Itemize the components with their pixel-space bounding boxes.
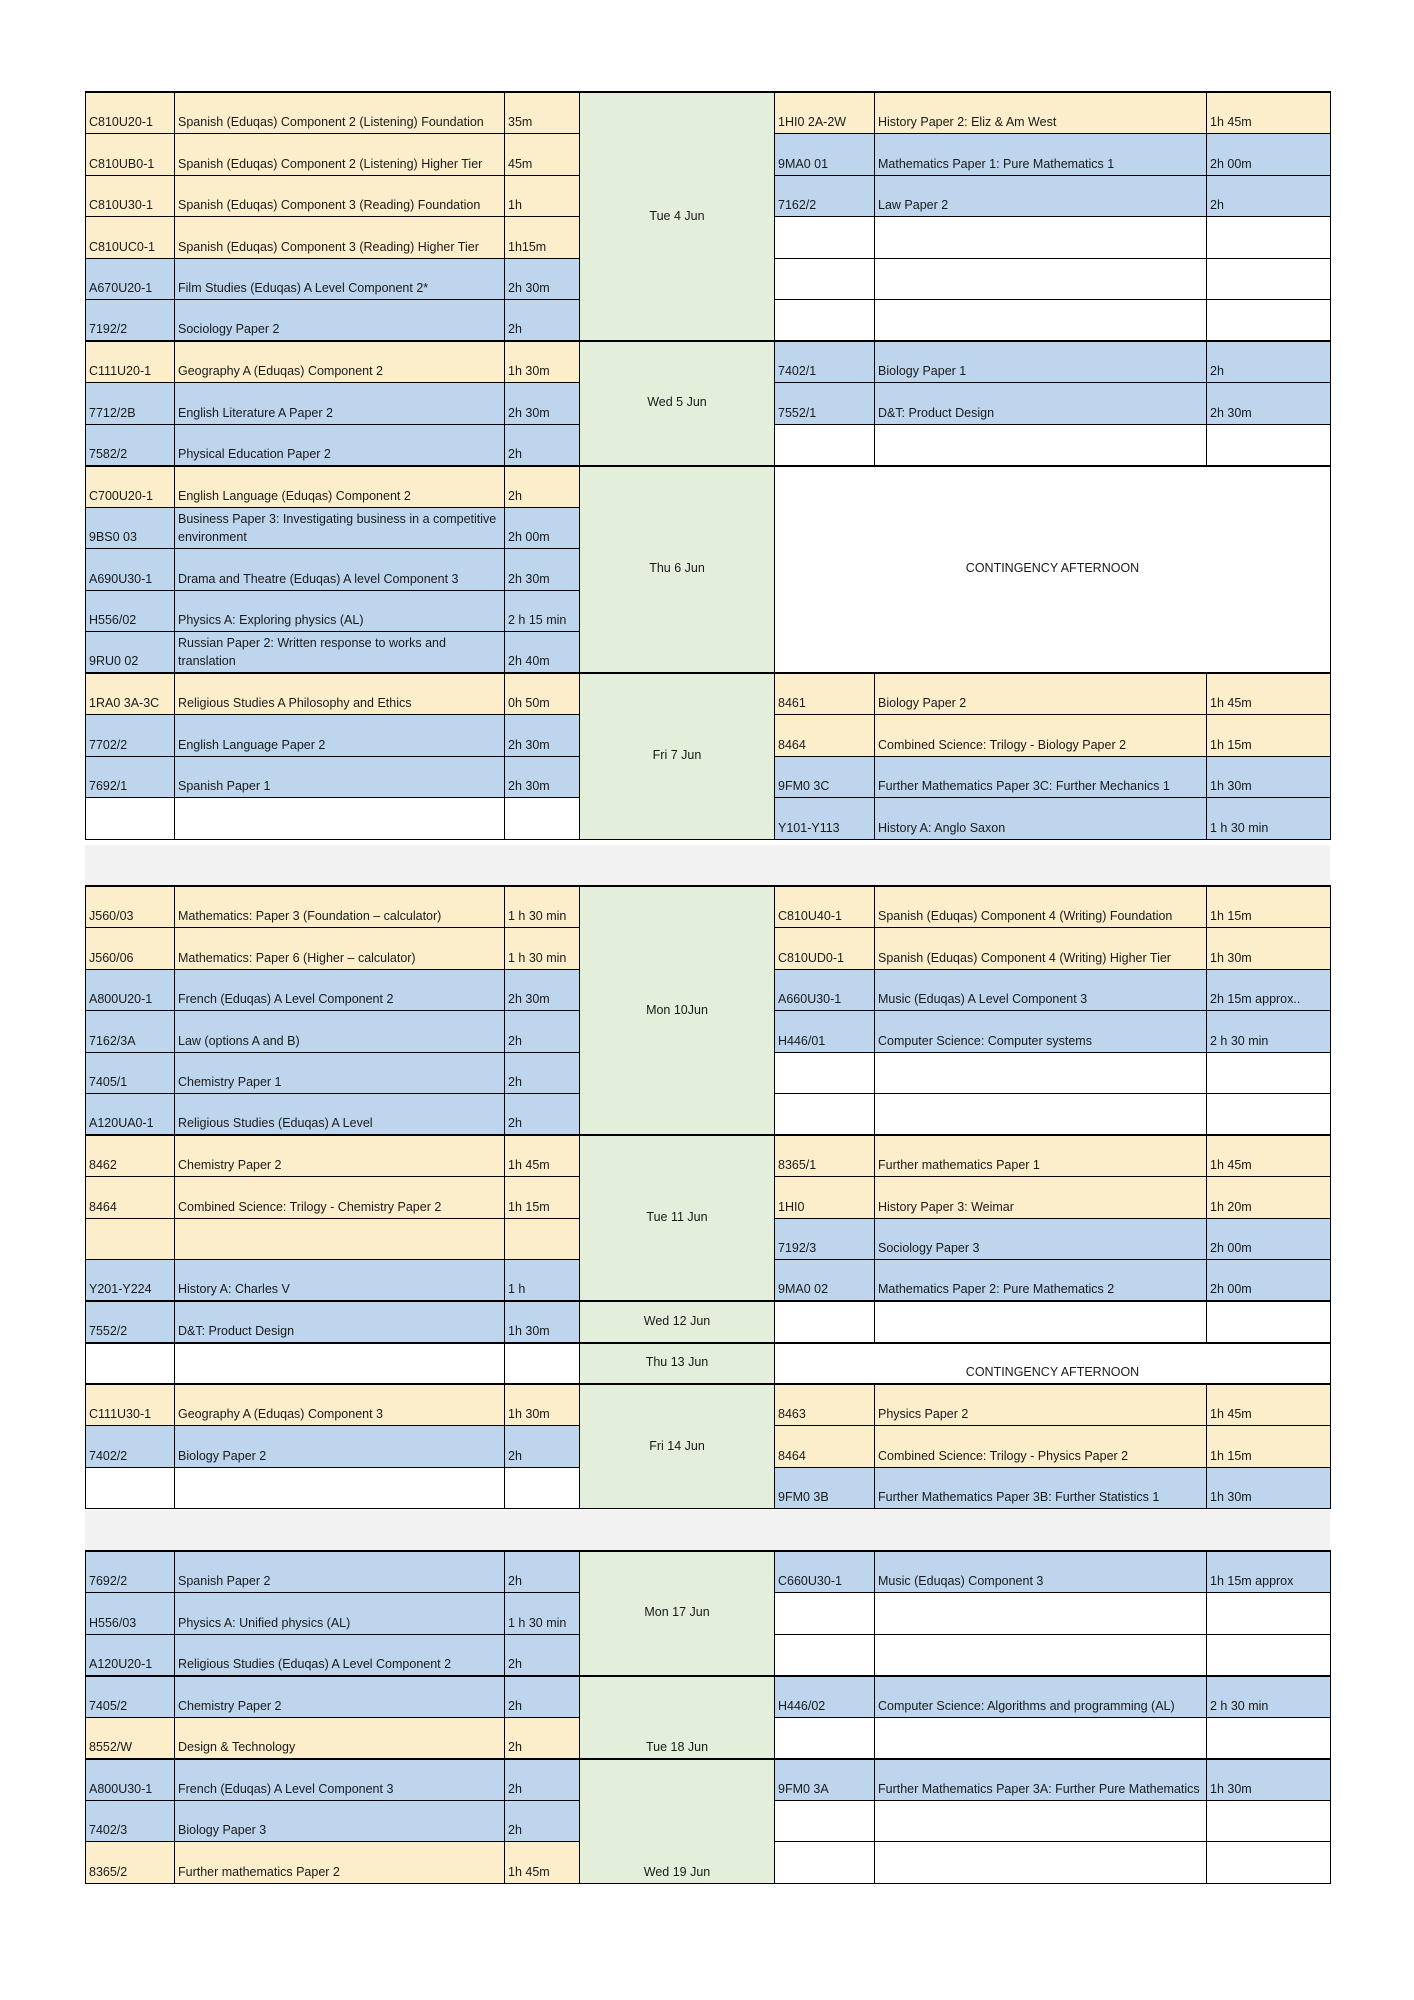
exam-subject: Spanish (Eduqas) Component 4 (Writing) Foundation: [875, 886, 1207, 928]
exam-code: A670U20-1: [86, 258, 175, 300]
exam-code: 9MA0 02: [775, 1260, 875, 1302]
exam-subject: Spanish Paper 2: [175, 1551, 505, 1593]
empty-cell: [775, 1052, 875, 1094]
day-label: Tue 4 Jun: [580, 92, 775, 341]
exam-subject: Further Mathematics Paper 3C: Further Mechanics 1: [875, 756, 1207, 798]
table-row: [86, 1301, 1331, 1343]
exam-duration: 2 h 30 min: [1207, 1011, 1331, 1053]
exam-code: 8464: [86, 1177, 175, 1219]
exam-duration: 1 h 30 min: [505, 928, 580, 970]
empty-cell: [1207, 1301, 1331, 1343]
exam-subject: History Paper 3: Weimar: [875, 1177, 1207, 1219]
exam-subject: Mathematics Paper 1: Pure Mathematics 1: [875, 134, 1207, 176]
exam-code: 1RA0 3A-3C: [86, 673, 175, 715]
exam-code: 8464: [775, 715, 875, 757]
exam-duration: 1h 45m: [1207, 1384, 1331, 1426]
exam-duration: 2h 30m: [505, 258, 580, 300]
exam-subject: Sociology Paper 2: [175, 300, 505, 342]
empty-cell: [775, 1634, 875, 1676]
exam-subject: Mathematics: Paper 6 (Higher – calculator): [175, 928, 505, 970]
empty-cell: [875, 300, 1207, 342]
exam-subject: Music (Eduqas) Component 3: [875, 1551, 1207, 1593]
exam-code: C700U20-1: [86, 466, 175, 508]
exam-code: A660U30-1: [775, 969, 875, 1011]
exam-duration: 1h 15m: [1207, 886, 1331, 928]
exam-duration: 2h: [505, 300, 580, 342]
exam-duration: 2h 30m: [505, 549, 580, 591]
day-label: Mon 17 Jun: [580, 1551, 775, 1676]
empty-cell: [875, 217, 1207, 259]
empty-cell: [875, 1717, 1207, 1759]
exam-code: 9RU0 02: [86, 632, 175, 674]
empty-cell: [1207, 424, 1331, 466]
exam-code: C810U20-1: [86, 92, 175, 134]
exam-subject: Law Paper 2: [875, 175, 1207, 217]
exam-subject: Chemistry Paper 1: [175, 1052, 505, 1094]
table-row: [86, 1343, 1331, 1385]
exam-code: J560/03: [86, 886, 175, 928]
table-row: [86, 466, 1331, 508]
exam-code: 7702/2: [86, 715, 175, 757]
empty-cell: [775, 1301, 875, 1343]
empty-cell: [875, 1052, 1207, 1094]
empty-cell: [175, 1467, 505, 1509]
exam-code: C111U20-1: [86, 341, 175, 383]
exam-code: C810U30-1: [86, 175, 175, 217]
exam-code: Y101-Y113: [775, 798, 875, 840]
empty-cell: [775, 217, 875, 259]
empty-cell: [775, 300, 875, 342]
empty-cell: [875, 1842, 1207, 1884]
exam-duration: 1h 15m: [505, 1177, 580, 1219]
exam-code: 7692/2: [86, 1551, 175, 1593]
exam-duration: 2h 30m: [505, 756, 580, 798]
table-row: [86, 1551, 1331, 1593]
table-row: [86, 92, 1331, 134]
exam-duration: 2h: [1207, 341, 1331, 383]
empty-cell: [875, 258, 1207, 300]
exam-subject: Law (options A and B): [175, 1011, 505, 1053]
empty-cell: [775, 424, 875, 466]
empty-cell: [875, 1800, 1207, 1842]
exam-subject: French (Eduqas) A Level Component 3: [175, 1759, 505, 1801]
empty-cell: [775, 1717, 875, 1759]
exam-duration: 0h 50m: [505, 673, 580, 715]
exam-code: 8461: [775, 673, 875, 715]
exam-code: 9FM0 3A: [775, 1759, 875, 1801]
exam-subject: English Literature A Paper 2: [175, 383, 505, 425]
exam-code: H446/02: [775, 1676, 875, 1718]
exam-code: 7582/2: [86, 424, 175, 466]
exam-code: H556/03: [86, 1593, 175, 1635]
exam-subject: Spanish (Eduqas) Component 4 (Writing) Higher Tier: [875, 928, 1207, 970]
empty-cell: [505, 1467, 580, 1509]
empty-cell: [505, 798, 580, 840]
exam-code: 9FM0 3C: [775, 756, 875, 798]
empty-cell: [1207, 1593, 1331, 1635]
exam-subject: Russian Paper 2: Written response to works and translation: [175, 632, 505, 674]
exam-subject: D&T: Product Design: [175, 1301, 505, 1343]
exam-duration: 45m: [505, 134, 580, 176]
exam-subject: Spanish (Eduqas) Component 2 (Listening) Foundation: [175, 92, 505, 134]
exam-duration: 1 h 30 min: [505, 886, 580, 928]
empty-cell: [86, 798, 175, 840]
exam-subject: Biology Paper 2: [175, 1426, 505, 1468]
exam-subject: Religious Studies (Eduqas) A Level Component 2: [175, 1634, 505, 1676]
empty-cell: [505, 1218, 580, 1260]
exam-code: A690U30-1: [86, 549, 175, 591]
exam-duration: 1h: [505, 175, 580, 217]
exam-duration: 2h: [505, 1426, 580, 1468]
exam-code: 7162/3A: [86, 1011, 175, 1053]
exam-subject: Biology Paper 1: [875, 341, 1207, 383]
exam-duration: 2h 00m: [505, 507, 580, 549]
empty-cell: [775, 1593, 875, 1635]
empty-cell: [1207, 258, 1331, 300]
exam-code: 1HI0: [775, 1177, 875, 1219]
exam-subject: Biology Paper 2: [875, 673, 1207, 715]
exam-duration: 2h: [505, 424, 580, 466]
exam-subject: Physics Paper 2: [875, 1384, 1207, 1426]
exam-duration: 1h 30m: [1207, 756, 1331, 798]
exam-subject: Biology Paper 3: [175, 1800, 505, 1842]
exam-duration: 1h15m: [505, 217, 580, 259]
exam-subject: Further mathematics Paper 2: [175, 1842, 505, 1884]
empty-cell: [1207, 1634, 1331, 1676]
day-label: Tue 18 Jun: [580, 1676, 775, 1759]
exam-subject: Further Mathematics Paper 3A: Further Pure Mathematics: [875, 1759, 1207, 1801]
table-row: [86, 1135, 1331, 1177]
timetable-block-3: [85, 1550, 1331, 1884]
exam-duration: 1 h 30 min: [505, 1593, 580, 1635]
exam-code: C810U40-1: [775, 886, 875, 928]
exam-duration: 2h 30m: [1207, 383, 1331, 425]
empty-cell: [175, 798, 505, 840]
exam-code: 9MA0 01: [775, 134, 875, 176]
exam-subject: Further mathematics Paper 1: [875, 1135, 1207, 1177]
empty-cell: [875, 1593, 1207, 1635]
exam-duration: 2h 00m: [1207, 1218, 1331, 1260]
exam-duration: 2h: [505, 466, 580, 508]
empty-cell: [775, 1800, 875, 1842]
exam-code: 7405/2: [86, 1676, 175, 1718]
exam-code: 7402/2: [86, 1426, 175, 1468]
exam-duration: 2h 30m: [505, 969, 580, 1011]
exam-code: J560/06: [86, 928, 175, 970]
empty-cell: [1207, 300, 1331, 342]
exam-code: H446/01: [775, 1011, 875, 1053]
exam-code: A800U30-1: [86, 1759, 175, 1801]
contingency-afternoon: CONTINGENCY AFTERNOON: [775, 1343, 1331, 1385]
exam-code: 7192/2: [86, 300, 175, 342]
empty-cell: [875, 1301, 1207, 1343]
exam-code: 8552/W: [86, 1717, 175, 1759]
day-label: Thu 13 Jun: [580, 1343, 775, 1385]
day-label: Wed 5 Jun: [580, 341, 775, 466]
empty-cell: [775, 258, 875, 300]
exam-duration: 1h 30m: [505, 1384, 580, 1426]
exam-duration: 2h: [505, 1634, 580, 1676]
empty-cell: [1207, 1842, 1331, 1884]
exam-duration: 2h: [505, 1800, 580, 1842]
exam-code: 7405/1: [86, 1052, 175, 1094]
exam-code: Y201-Y224: [86, 1260, 175, 1302]
exam-code: 7712/2B: [86, 383, 175, 425]
exam-duration: 1h 30m: [505, 341, 580, 383]
empty-cell: [775, 1842, 875, 1884]
exam-code: 9FM0 3B: [775, 1467, 875, 1509]
exam-subject: Geography A (Eduqas) Component 2: [175, 341, 505, 383]
exam-code: C810UB0-1: [86, 134, 175, 176]
exam-subject: History A: Charles V: [175, 1260, 505, 1302]
exam-subject: Combined Science: Trilogy - Physics Paper 2: [875, 1426, 1207, 1468]
exam-code: 8464: [775, 1426, 875, 1468]
exam-duration: 2h 15m approx..: [1207, 969, 1331, 1011]
exam-code: A120U20-1: [86, 1634, 175, 1676]
exam-code: 7692/1: [86, 756, 175, 798]
timetable-block-2: [85, 885, 1331, 1509]
exam-subject: Further Mathematics Paper 3B: Further Statistics 1: [875, 1467, 1207, 1509]
exam-subject: Physics A: Unified physics (AL): [175, 1593, 505, 1635]
empty-cell: [775, 1094, 875, 1136]
exam-code: 1HI0 2A-2W: [775, 92, 875, 134]
exam-duration: 1h 30m: [1207, 1759, 1331, 1801]
exam-duration: 2h: [1207, 175, 1331, 217]
day-label: Fri 7 Jun: [580, 673, 775, 839]
day-label: Thu 6 Jun: [580, 466, 775, 674]
table-row: [86, 1384, 1331, 1426]
exam-code: 9BS0 03: [86, 507, 175, 549]
exam-subject: Film Studies (Eduqas) A Level Component 2*: [175, 258, 505, 300]
exam-subject: Mathematics: Paper 3 (Foundation – calculator): [175, 886, 505, 928]
exam-duration: 1h 45m: [1207, 92, 1331, 134]
empty-cell: [875, 1634, 1207, 1676]
exam-code: C111U30-1: [86, 1384, 175, 1426]
exam-subject: Physical Education Paper 2: [175, 424, 505, 466]
empty-cell: [1207, 1800, 1331, 1842]
empty-cell: [1207, 217, 1331, 259]
exam-code: C660U30-1: [775, 1551, 875, 1593]
exam-duration: 1h 45m: [1207, 673, 1331, 715]
exam-duration: 2h: [505, 1759, 580, 1801]
exam-duration: 1h 20m: [1207, 1177, 1331, 1219]
exam-subject: Mathematics Paper 2: Pure Mathematics 2: [875, 1260, 1207, 1302]
exam-duration: 1h 30m: [505, 1301, 580, 1343]
exam-duration: 2h 30m: [505, 383, 580, 425]
exam-duration: 2h: [505, 1011, 580, 1053]
day-label: Tue 11 Jun: [580, 1135, 775, 1301]
exam-duration: 1h 15m: [1207, 715, 1331, 757]
empty-cell: [875, 1094, 1207, 1136]
week-separator: [85, 1510, 1330, 1550]
exam-code: 7402/1: [775, 341, 875, 383]
exam-duration: 2h 00m: [1207, 134, 1331, 176]
empty-cell: [86, 1343, 175, 1385]
exam-code: 8463: [775, 1384, 875, 1426]
exam-subject: Combined Science: Trilogy - Biology Paper 2: [875, 715, 1207, 757]
exam-subject: Music (Eduqas) A Level Component 3: [875, 969, 1207, 1011]
day-label: Wed 19 Jun: [580, 1759, 775, 1884]
exam-subject: Chemistry Paper 2: [175, 1676, 505, 1718]
exam-subject: Geography A (Eduqas) Component 3: [175, 1384, 505, 1426]
exam-subject: History A: Anglo Saxon: [875, 798, 1207, 840]
exam-subject: Computer Science: Computer systems: [875, 1011, 1207, 1053]
week-separator: [85, 845, 1330, 885]
day-label: Wed 12 Jun: [580, 1301, 775, 1343]
day-label: Fri 14 Jun: [580, 1384, 775, 1509]
exam-code: 7192/3: [775, 1218, 875, 1260]
exam-duration: 2 h 30 min: [1207, 1676, 1331, 1718]
exam-subject: Religious Studies A Philosophy and Ethics: [175, 673, 505, 715]
empty-cell: [86, 1467, 175, 1509]
exam-subject: English Language (Eduqas) Component 2: [175, 466, 505, 508]
exam-subject: Physics A: Exploring physics (AL): [175, 590, 505, 632]
exam-duration: 2h: [505, 1551, 580, 1593]
exam-subject: Computer Science: Algorithms and programming (AL): [875, 1676, 1207, 1718]
timetable-block-1: [85, 91, 1331, 840]
exam-code: 8365/1: [775, 1135, 875, 1177]
exam-duration: 1h 45m: [1207, 1135, 1331, 1177]
exam-code: 7552/1: [775, 383, 875, 425]
exam-duration: 1 h 30 min: [1207, 798, 1331, 840]
exam-code: 8462: [86, 1135, 175, 1177]
exam-code: 7162/2: [775, 175, 875, 217]
exam-duration: 1 h: [505, 1260, 580, 1302]
exam-subject: French (Eduqas) A Level Component 2: [175, 969, 505, 1011]
empty-cell: [875, 424, 1207, 466]
exam-subject: Spanish Paper 1: [175, 756, 505, 798]
exam-subject: Religious Studies (Eduqas) A Level: [175, 1094, 505, 1136]
exam-duration: 2h: [505, 1052, 580, 1094]
exam-duration: 2h 40m: [505, 632, 580, 674]
exam-code: C810UC0-1: [86, 217, 175, 259]
exam-duration: 2 h 15 min: [505, 590, 580, 632]
empty-cell: [1207, 1094, 1331, 1136]
exam-code: A800U20-1: [86, 969, 175, 1011]
day-label: Mon 10Jun: [580, 886, 775, 1135]
empty-cell: [1207, 1717, 1331, 1759]
exam-duration: 2h: [505, 1676, 580, 1718]
exam-code: A120UA0-1: [86, 1094, 175, 1136]
exam-subject: Design & Technology: [175, 1717, 505, 1759]
contingency-afternoon: CONTINGENCY AFTERNOON: [775, 466, 1331, 674]
table-row: [86, 341, 1331, 383]
exam-subject: English Language Paper 2: [175, 715, 505, 757]
exam-code: 8365/2: [86, 1842, 175, 1884]
exam-duration: 1h 30m: [1207, 1467, 1331, 1509]
exam-subject: Spanish (Eduqas) Component 3 (Reading) Higher Tier: [175, 217, 505, 259]
exam-subject: Sociology Paper 3: [875, 1218, 1207, 1260]
exam-duration: 1h 30m: [1207, 928, 1331, 970]
empty-cell: [175, 1218, 505, 1260]
exam-duration: 2h 30m: [505, 715, 580, 757]
exam-subject: Drama and Theatre (Eduqas) A level Component 3: [175, 549, 505, 591]
exam-duration: 2h 00m: [1207, 1260, 1331, 1302]
exam-duration: 2h: [505, 1094, 580, 1136]
exam-subject: Combined Science: Trilogy - Chemistry Paper 2: [175, 1177, 505, 1219]
exam-subject: D&T: Product Design: [875, 383, 1207, 425]
empty-cell: [175, 1343, 505, 1385]
empty-cell: [505, 1343, 580, 1385]
exam-duration: 1h 15m: [1207, 1426, 1331, 1468]
exam-subject: Chemistry Paper 2: [175, 1135, 505, 1177]
table-row: [86, 1676, 1331, 1718]
exam-subject: History Paper 2: Eliz & Am West: [875, 92, 1207, 134]
exam-duration: 35m: [505, 92, 580, 134]
exam-duration: 2h: [505, 1717, 580, 1759]
empty-cell: [86, 1218, 175, 1260]
exam-code: 7552/2: [86, 1301, 175, 1343]
exam-code: C810UD0-1: [775, 928, 875, 970]
exam-duration: 1h 45m: [505, 1842, 580, 1884]
exam-duration: 1h 15m approx: [1207, 1551, 1331, 1593]
table-row: [86, 1759, 1331, 1801]
exam-subject: Spanish (Eduqas) Component 2 (Listening) Higher Tier: [175, 134, 505, 176]
exam-subject: Business Paper 3: Investigating business in a competitive environment: [175, 507, 505, 549]
exam-subject: Spanish (Eduqas) Component 3 (Reading) Foundation: [175, 175, 505, 217]
exam-duration: 1h 45m: [505, 1135, 580, 1177]
exam-code: 7402/3: [86, 1800, 175, 1842]
table-row: [86, 673, 1331, 715]
table-row: [86, 886, 1331, 928]
empty-cell: [1207, 1052, 1331, 1094]
exam-code: H556/02: [86, 590, 175, 632]
